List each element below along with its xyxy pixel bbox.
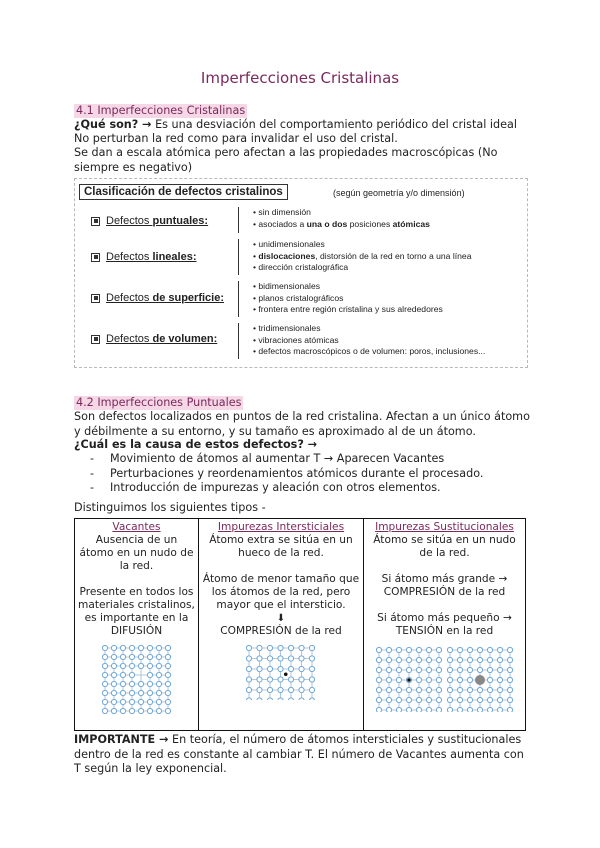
lattice-atom — [508, 667, 513, 672]
vacancy-lattice-diagram — [101, 644, 173, 716]
lattice-atom — [120, 690, 125, 695]
lattice-atom — [299, 666, 304, 671]
interstitial-lattice-diagram — [245, 644, 317, 700]
lattice-atom — [426, 687, 431, 692]
lattice-atom — [448, 707, 453, 712]
scale-text: Se dan a escala atómica pero afectan a las propiedades macroscópicas (No siempre es negativo) — [74, 146, 498, 174]
lattice-atom — [138, 690, 143, 695]
lattice-atom — [376, 657, 381, 662]
lattice-atom — [129, 699, 134, 704]
checkbox-icon — [91, 217, 100, 226]
lattice-atom — [436, 707, 441, 712]
lattice-atom — [498, 677, 503, 682]
lattice-atom — [468, 677, 473, 682]
lattice-atom — [458, 707, 463, 712]
lattice-atom — [406, 657, 411, 662]
lattice-atom — [478, 647, 483, 652]
lattice-atom — [508, 677, 513, 682]
lattice-atom — [448, 697, 453, 702]
intersticiales-note: Átomo de menor tamaño que los átomos de la red, pero mayor que el intersticio. — [202, 573, 360, 611]
vacantes-note: Presente en todos los materiales cristalinos, es importante en la DIFUSIÓN — [78, 586, 195, 637]
lattice-atom — [102, 645, 107, 650]
lattice-atom — [376, 707, 381, 712]
lattice-atom — [111, 654, 116, 659]
lattice-atom — [309, 677, 314, 682]
lattice-atom — [406, 667, 411, 672]
lattice-atom — [436, 687, 441, 692]
lattice-atom — [278, 666, 283, 671]
lattice-atom — [478, 657, 483, 662]
lattice-atom — [111, 681, 116, 686]
category-volumen: Defectos de volumen: — [91, 333, 217, 345]
lattice-atom — [165, 690, 170, 695]
lattice-atom — [102, 690, 107, 695]
lattice-atom — [156, 663, 161, 668]
lattice-atom — [288, 666, 293, 671]
lattice-atom — [448, 677, 453, 682]
lattice-atom — [111, 699, 116, 704]
lattice-atom — [468, 687, 473, 692]
sustitucionales-heading: Impurezas Sustitucionales — [375, 521, 514, 533]
lattice-atom — [278, 645, 283, 650]
lattice-atom — [498, 667, 503, 672]
lattice-atom — [299, 698, 304, 700]
lattice-atom — [406, 647, 411, 652]
lattice-atom — [426, 657, 431, 662]
lattice-atom — [376, 697, 381, 702]
lattice-atom — [386, 667, 391, 672]
category-superficie: Defectos de superficie: — [91, 292, 224, 304]
lattice-atom — [257, 677, 262, 682]
lattice-atom — [246, 656, 251, 661]
perturbation-text: No perturban la red como para invalidar el uso del cristal. — [74, 132, 398, 145]
lattice-atom — [147, 654, 152, 659]
lattice-atom — [257, 687, 262, 692]
lattice-atom — [257, 698, 262, 700]
lattice-atom — [129, 654, 134, 659]
larger-atom-text: Si átomo más grande → COMPRESIÓN de la red — [381, 573, 508, 598]
lattice-atom — [165, 663, 170, 668]
lattice-atom — [288, 656, 293, 661]
category-puntuales: Defectos puntuales: — [91, 215, 208, 227]
question-label: ¿Qué son? → — [74, 118, 152, 131]
lattice-atom — [129, 681, 134, 686]
lattice-atom — [288, 687, 293, 692]
lattice-atom — [267, 656, 272, 661]
lattice-atom — [508, 707, 513, 712]
lattice-atom — [376, 647, 381, 652]
lattice-atom — [436, 677, 441, 682]
cause-question: ¿Cuál es la causa de estos defectos? → — [74, 438, 318, 451]
lattice-atom — [309, 698, 314, 700]
lattice-atom — [156, 645, 161, 650]
lattice-atom — [156, 672, 161, 677]
lattice-atom — [120, 645, 125, 650]
lattice-atom — [468, 657, 473, 662]
lattice-atom — [488, 707, 493, 712]
lattice-atom — [102, 654, 107, 659]
lattice-atom — [147, 708, 152, 713]
lattice-atom — [288, 677, 293, 682]
smaller-atom-text: Si átomo más pequeño → TENSIÓN en la red — [377, 612, 512, 637]
lattice-atom — [416, 697, 421, 702]
impurity-atom — [407, 678, 411, 682]
lattice-atom — [426, 677, 431, 682]
lattice-atom — [299, 645, 304, 650]
impurity-atom — [475, 675, 485, 685]
lattice-atom — [488, 697, 493, 702]
checkbox-icon — [91, 253, 100, 262]
lattice-atom — [156, 654, 161, 659]
lattice-atom — [111, 663, 116, 668]
lattice-atom — [478, 667, 483, 672]
lattice-atom — [396, 707, 401, 712]
checkbox-icon — [91, 335, 100, 344]
lattice-atom — [299, 656, 304, 661]
lattice-atom — [478, 687, 483, 692]
lattice-atom — [406, 707, 411, 712]
lattice-atom — [396, 697, 401, 702]
brace-icon — [238, 281, 247, 317]
lattice-atom — [386, 657, 391, 662]
lattice-atom — [299, 687, 304, 692]
lattice-atom — [129, 663, 134, 668]
lattice-atom — [498, 707, 503, 712]
sustitucionales-cell — [364, 519, 526, 731]
lattice-atom — [129, 645, 134, 650]
lattice-atom — [138, 654, 143, 659]
intersticiales-heading: Impurezas Intersticiales — [217, 521, 345, 533]
lattice-atom — [468, 707, 473, 712]
lattice-atom — [257, 645, 262, 650]
lattice-atom — [458, 687, 463, 692]
lattice-atom — [165, 654, 170, 659]
lattice-atom — [246, 645, 251, 650]
lattice-atom — [138, 681, 143, 686]
lattice-atom — [426, 647, 431, 652]
lattice-atom — [129, 690, 134, 695]
lattice-atom — [156, 708, 161, 713]
lattice-atom — [458, 647, 463, 652]
definition-answer: Es una desviación del comportamiento periódico del cristal ideal — [151, 118, 517, 131]
down-arrow-icon: ⬇ — [276, 613, 286, 624]
lattice-atom — [102, 672, 107, 677]
lattice-atom — [120, 663, 125, 668]
lattice-atom — [448, 647, 453, 652]
lattice-atom — [165, 645, 170, 650]
bullets-puntuales: • sin dimensión • asociados a una o dos posiciones atómicas — [253, 207, 430, 230]
section-heading-4-1: 4.1 Imperfecciones Cristalinas — [76, 104, 246, 117]
lattice-atom — [416, 687, 421, 692]
lattice-atom — [111, 672, 116, 677]
lattice-atom — [468, 647, 473, 652]
lattice-atom — [416, 707, 421, 712]
lattice-atom — [102, 681, 107, 686]
lattice-atom — [426, 667, 431, 672]
lattice-atom — [458, 677, 463, 682]
lattice-atom — [147, 681, 152, 686]
lattice-atom — [498, 647, 503, 652]
lattice-atom — [488, 677, 493, 682]
lattice-atom — [111, 690, 116, 695]
page-title: Imperfecciones Cristalinas — [200, 69, 400, 87]
vacantes-cell — [75, 519, 199, 731]
lattice-atom — [147, 663, 152, 668]
lattice-atom — [120, 681, 125, 686]
section-heading-4-2: 4.2 Imperfecciones Puntuales — [76, 396, 242, 409]
lattice-atom — [508, 697, 513, 702]
lattice-atom — [436, 667, 441, 672]
lattice-atom — [386, 707, 391, 712]
classification-title: Clasificación de defectos cristalinos — [79, 184, 288, 200]
brace-icon — [238, 239, 247, 275]
list-item: - Movimiento de átomos al aumentar T → Aparecen Vacantes — [90, 452, 483, 467]
lattice-atom — [156, 681, 161, 686]
lattice-atom — [257, 666, 262, 671]
lattice-atom — [111, 645, 116, 650]
definition-text — [74, 118, 534, 133]
lattice-atom — [426, 707, 431, 712]
lattice-atom — [267, 698, 272, 700]
lattice-atom — [508, 647, 513, 652]
lattice-atom — [436, 647, 441, 652]
bullets-volumen: • tridimensionales • vibraciones atómicas • defectos macroscópicos o de volumen: poros, inclusiones... — [253, 323, 485, 358]
impurity-atom — [284, 672, 288, 676]
cause-list — [90, 452, 483, 496]
lattice-atom — [288, 698, 293, 700]
lattice-atom — [165, 681, 170, 686]
lattice-atom — [416, 667, 421, 672]
lattice-atom — [386, 647, 391, 652]
lattice-atom — [488, 647, 493, 652]
lattice-atom — [138, 708, 143, 713]
lattice-atom — [376, 667, 381, 672]
sustitucionales-definition: Átomo se sitúa en un nudo de la red. — [373, 534, 516, 559]
lattice-atom — [498, 697, 503, 702]
classification-figure — [74, 178, 528, 368]
lattice-atom — [267, 645, 272, 650]
lattice-atom — [386, 687, 391, 692]
brace-icon — [238, 207, 247, 233]
lattice-atom — [458, 667, 463, 672]
bullets-superficie: • bidimensionales • planos cristalográficos • frontera entre región cristalina y sus alrededores — [253, 281, 443, 316]
lattice-atom — [508, 687, 513, 692]
lattice-atom — [129, 708, 134, 713]
lattice-atom — [246, 698, 251, 700]
lattice-atom — [102, 663, 107, 668]
lattice-atom — [278, 677, 283, 682]
lattice-atom — [448, 657, 453, 662]
vacantes-heading: Vacantes — [112, 521, 161, 533]
lattice-atom — [458, 657, 463, 662]
lattice-atom — [406, 697, 411, 702]
lattice-atom — [267, 677, 272, 682]
lattice-atom — [102, 708, 107, 713]
lattice-atom — [246, 666, 251, 671]
lattice-atom — [396, 647, 401, 652]
substitutional-lattice-small-diagram — [375, 646, 443, 712]
lattice-atom — [448, 667, 453, 672]
point-defects-table — [74, 518, 526, 731]
lattice-atom — [147, 690, 152, 695]
lattice-atom — [120, 708, 125, 713]
lattice-atom — [396, 657, 401, 662]
lattice-atom — [406, 687, 411, 692]
lattice-atom — [309, 645, 314, 650]
types-intro: Distinguimos los siguientes tipos - — [74, 501, 266, 514]
lattice-atom — [246, 677, 251, 682]
lattice-atom — [120, 654, 125, 659]
puntuales-intro: Son defectos localizados en puntos de la red cristalina. Afectan a un único átomo y débilmente a su entorno, y su tamaño es aproximado al de un átomo. — [74, 410, 530, 438]
lattice-atom — [508, 657, 513, 662]
lattice-atom — [138, 663, 143, 668]
lattice-atom — [498, 687, 503, 692]
lattice-atom — [120, 699, 125, 704]
lattice-atom — [278, 687, 283, 692]
lattice-atom — [478, 707, 483, 712]
lattice-atom — [396, 667, 401, 672]
lattice-atom — [309, 687, 314, 692]
lattice-atom — [165, 708, 170, 713]
checkbox-icon — [91, 294, 100, 303]
lattice-atom — [129, 672, 134, 677]
lattice-atom — [257, 656, 262, 661]
important-text: En teoría, el número de átomos intersticiales y sustitucionales dentro de la red es constante al cambiar T. El número de Vacantes aumenta con T según la ley exponencial. — [74, 733, 524, 776]
category-lineales: Defectos lineales: — [91, 251, 197, 263]
list-item: - Perturbaciones y reordenamientos atómicos durante el procesado. — [90, 467, 483, 482]
lattice-atom — [498, 657, 503, 662]
lattice-atom — [156, 699, 161, 704]
lattice-atom — [436, 657, 441, 662]
lattice-atom — [468, 667, 473, 672]
lattice-atom — [165, 672, 170, 677]
lattice-atom — [246, 687, 251, 692]
lattice-atom — [448, 687, 453, 692]
lattice-atom — [111, 708, 116, 713]
compression-text: COMPRESIÓN de la red — [220, 625, 342, 637]
lattice-atom — [376, 687, 381, 692]
lattice-atom — [436, 697, 441, 702]
lattice-atom — [267, 687, 272, 692]
lattice-atom — [138, 699, 143, 704]
bullets-lineales: • unidimensionales • dislocaciones, distorsión de la red en torno a una línea • dirección cristalográfica — [253, 239, 471, 274]
lattice-atom — [120, 672, 125, 677]
lattice-atom — [288, 645, 293, 650]
substitutional-lattice-large-diagram — [446, 646, 514, 712]
lattice-atom — [396, 677, 401, 682]
intersticiales-definition: Átomo extra se sitúa en un hueco de la red. — [209, 534, 353, 559]
lattice-atom — [278, 698, 283, 700]
lattice-atom — [386, 697, 391, 702]
lattice-atom — [416, 647, 421, 652]
lattice-atom — [478, 697, 483, 702]
lattice-atom — [468, 697, 473, 702]
important-note — [74, 733, 534, 777]
lattice-atom — [138, 645, 143, 650]
intersticiales-cell — [199, 519, 364, 731]
lattice-atom — [426, 697, 431, 702]
brace-icon — [238, 323, 247, 359]
lattice-atom — [386, 677, 391, 682]
lattice-atom — [488, 657, 493, 662]
lattice-atom — [309, 656, 314, 661]
lattice-atom — [165, 699, 170, 704]
lattice-atom — [488, 667, 493, 672]
vacantes-definition: Ausencia de un átomo en un nudo de la red. — [79, 534, 194, 572]
lattice-atom — [147, 672, 152, 677]
lattice-atom — [309, 666, 314, 671]
important-label: IMPORTANTE → — [74, 733, 169, 746]
classification-subtitle: (según geometría y/o dimensión) — [333, 188, 465, 198]
lattice-atom — [416, 657, 421, 662]
lattice-atom — [156, 690, 161, 695]
lattice-atom — [147, 699, 152, 704]
list-item: - Introducción de impurezas y aleación con otros elementos. — [90, 481, 483, 496]
lattice-atom — [102, 699, 107, 704]
lattice-atom — [278, 656, 283, 661]
lattice-atom — [299, 677, 304, 682]
lattice-atom — [376, 677, 381, 682]
lattice-atom — [488, 687, 493, 692]
lattice-atom — [147, 645, 152, 650]
lattice-atom — [396, 687, 401, 692]
lattice-atom — [416, 677, 421, 682]
lattice-atom — [267, 666, 272, 671]
lattice-atom — [458, 697, 463, 702]
